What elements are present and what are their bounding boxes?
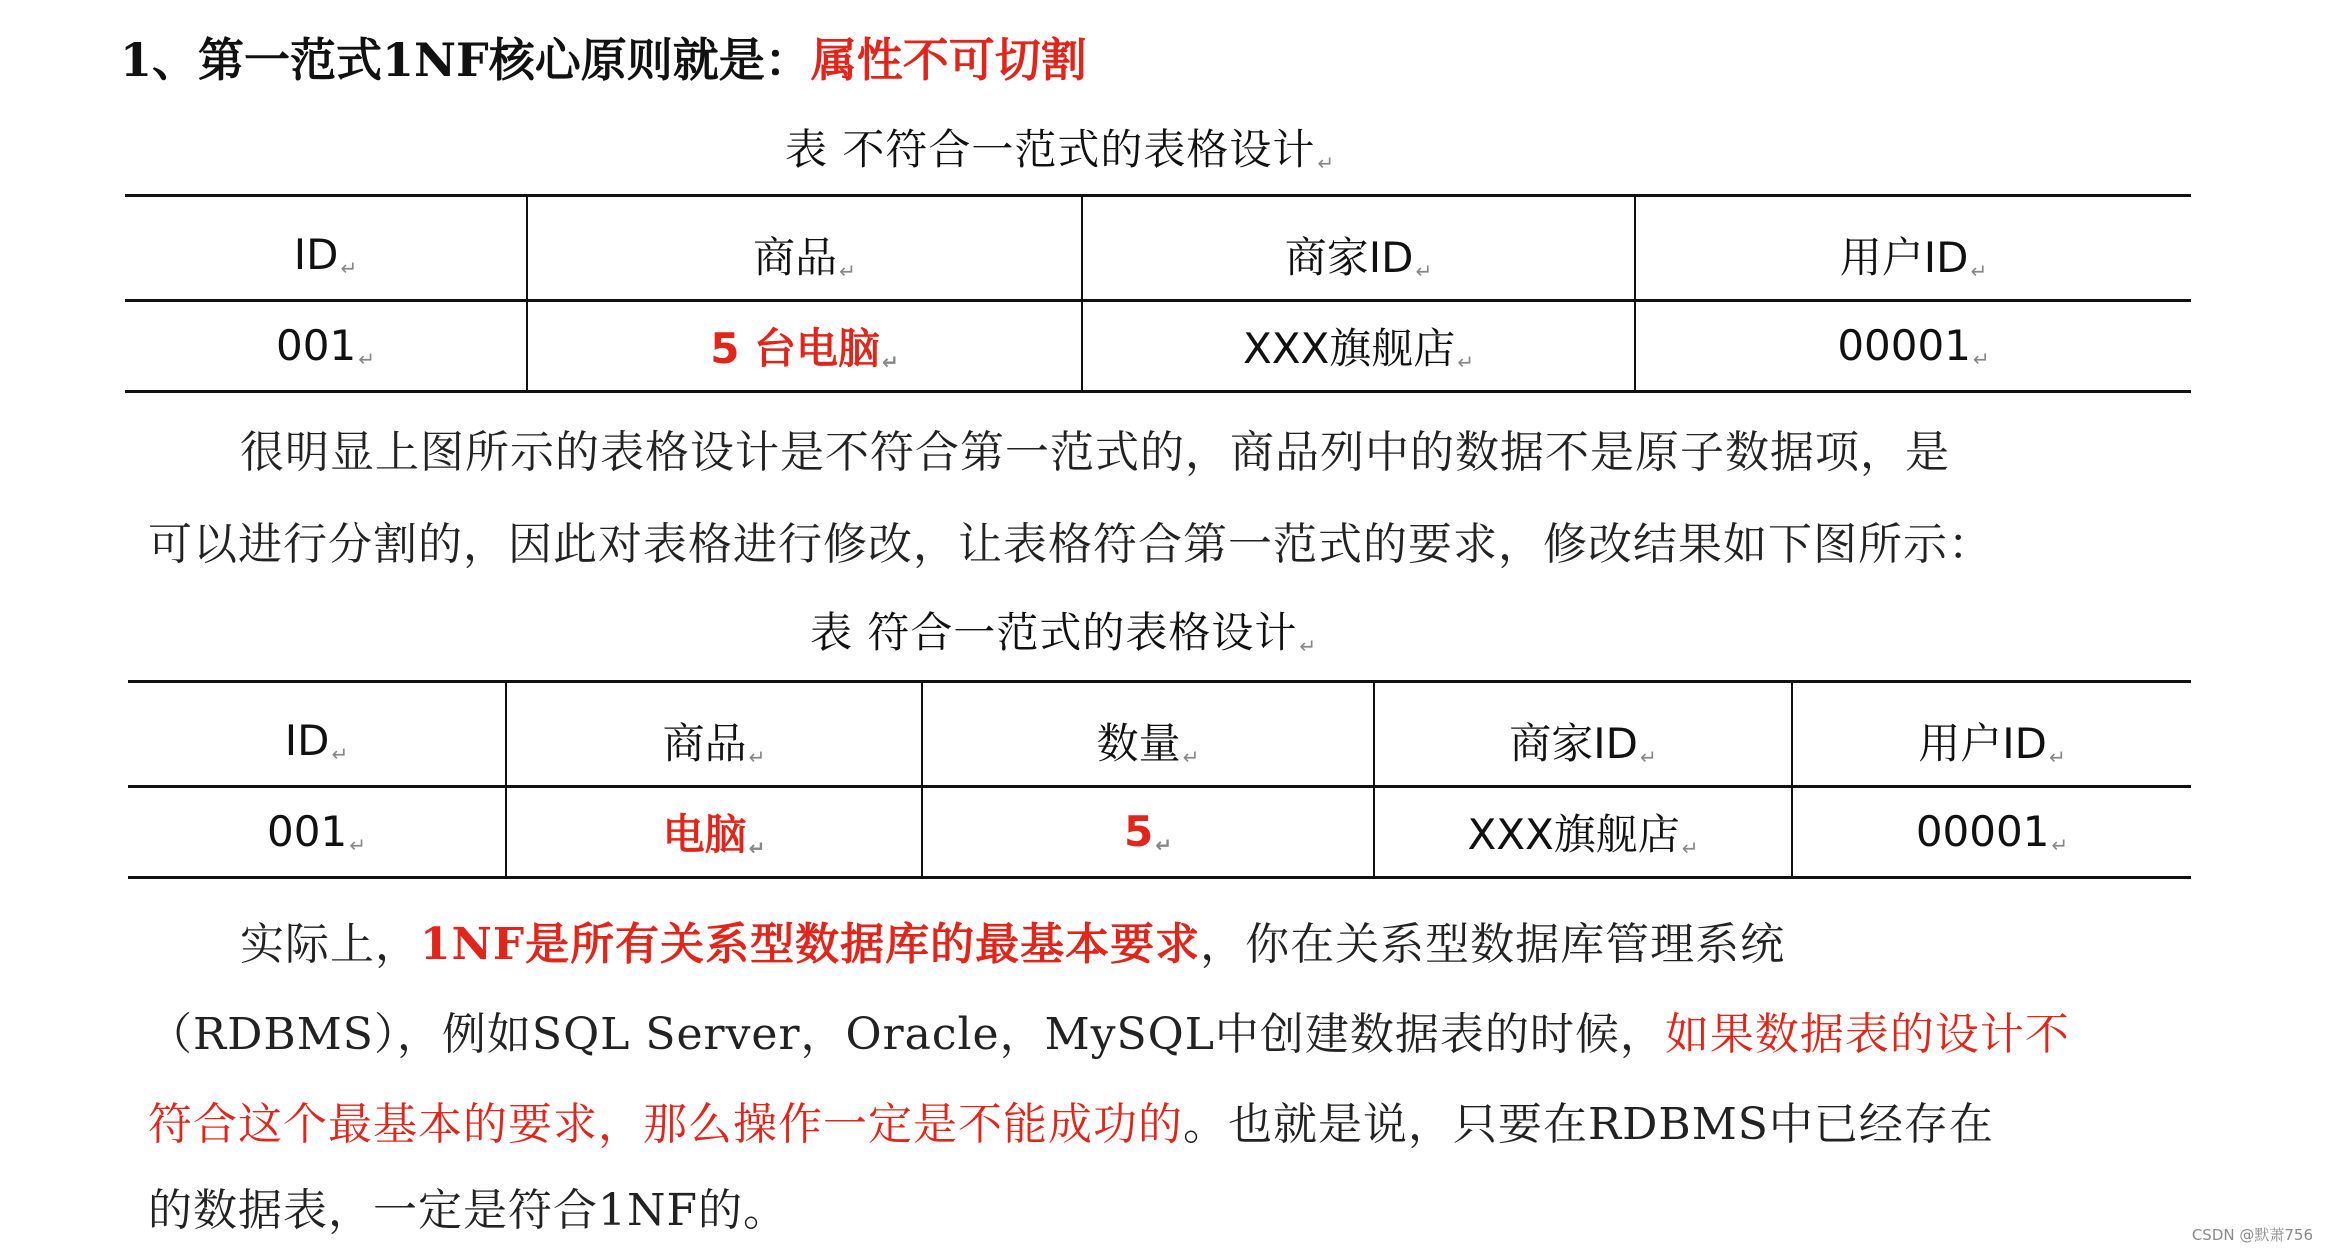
- table-header-cell: 商家ID ↵: [1374, 682, 1792, 787]
- table-header-cell: 商家ID ↵: [1082, 196, 1635, 301]
- paragraph-line: 符合这个最基本的要求，那么操作一定是不能成功的。也就是说，只要在RDBMS中已经存在: [148, 1099, 1994, 1150]
- table-header-cell: 商品 ↵: [506, 682, 922, 787]
- paragraph-line: 可以进行分割的，因此对表格进行修改，让表格符合第一范式的要求，修改结果如下图所示：: [148, 519, 1993, 570]
- table2-caption: 表 符合一范式的表格设计 ↵: [810, 608, 1318, 658]
- table-header-cell: 用户ID ↵: [1635, 196, 2191, 301]
- table-header-cell: 商品 ↵: [527, 196, 1082, 301]
- heading-highlight: 属性不可切割: [810, 33, 1087, 87]
- paragraph-line: 实际上，1NF是所有关系型数据库的最基本要求，你在关系型数据库管理系统: [240, 919, 1786, 970]
- return-mark-icon: ↵: [1299, 634, 1318, 658]
- table1-caption: 表 不符合一范式的表格设计 ↵: [785, 125, 1336, 175]
- table-cell-highlight: 电脑 ↵: [506, 787, 922, 878]
- return-mark-icon: ↵: [1317, 151, 1336, 175]
- table-header-cell: 数量 ↵: [922, 682, 1374, 787]
- table-cell: 00001 ↵: [1792, 787, 2191, 878]
- table-header-cell: ID ↵: [125, 196, 527, 301]
- table-cell: 00001 ↵: [1635, 301, 2191, 392]
- heading-prefix: 1、第一范式1NF核心原则就是：: [120, 33, 811, 87]
- paragraph-line: 的数据表，一定是符合1NF的。: [148, 1185, 789, 1236]
- paragraph-line: 很明显上图所示的表格设计是不符合第一范式的，商品列中的数据不是原子数据项，是: [240, 427, 1950, 478]
- table-header-cell: ID ↵: [128, 682, 506, 787]
- table-cell: 001 ↵: [125, 301, 527, 392]
- paragraph-line: （RDBMS），例如SQL Server，Oracle，MySQL中创建数据表的时候，如果数据表的设计不: [148, 1009, 2070, 1060]
- table-cell: XXX旗舰店 ↵: [1374, 787, 1792, 878]
- table-cell: XXX旗舰店 ↵: [1082, 301, 1635, 392]
- table-cell: 001 ↵: [128, 787, 506, 878]
- table-cell-highlight: 5 台电脑 ↵: [527, 301, 1082, 392]
- table-header-cell: 用户ID ↵: [1792, 682, 2191, 787]
- table-cell-highlight: 5 ↵: [922, 787, 1374, 878]
- csdn-watermark: CSDN @默萧756: [2191, 1226, 2313, 1244]
